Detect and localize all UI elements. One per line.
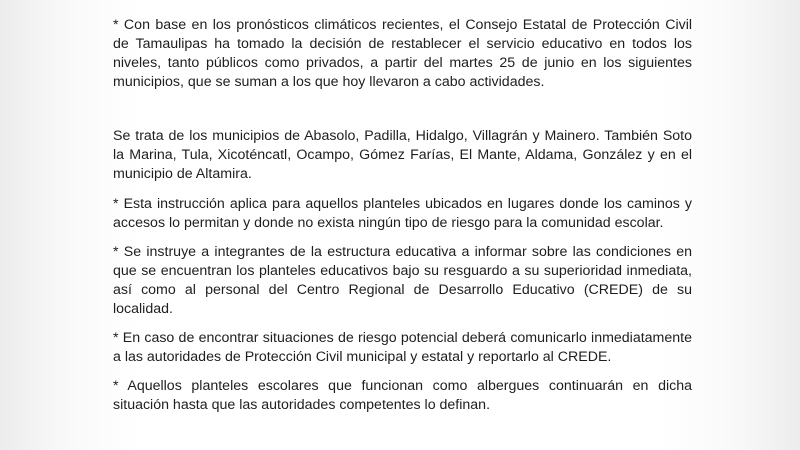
paragraph-instruccion-planteles: * Esta instrucción aplica para aquellos planteles ubicados en lugares donde los caminos y accesos lo permitan y donde no exista ningún tipo de riesgo para la comunidad escolar. — [113, 196, 692, 231]
paragraph-albergues: * Aquellos planteles escolares que funcionan como albergues continuarán en dicha situación hasta que las autoridades competentes lo definan. — [113, 378, 692, 413]
paragraph-informar-condiciones: * Se instruye a integrantes de la estructura educativa a informar sobre las condiciones en que se encuentran los planteles educativos bajo su resguardo a su superioridad inmediata, así como al personal del Centro Regional de Desarrollo Educativo (CREDE) de su localidad. — [113, 244, 692, 317]
paragraph-municipios: Se trata de los municipios de Abasolo, Padilla, Hidalgo, Villagrán y Mainero. También Soto la Marina, Tula, Xicoténcatl, Ocampo, Gómez Farías, El Mante, Aldama, González y en el municipio de Altamira. — [113, 128, 692, 182]
document-body — [113, 16, 692, 425]
paragraph-riesgo-potencial: * En caso de encontrar situaciones de riesgo potencial deberá comunicarlo inmediatamente a las autoridades de Protección Civil municipal y estatal y reportarlo al CREDE. — [113, 330, 692, 365]
paragraph-restablecimiento: * Con base en los pronósticos climáticos recientes, el Consejo Estatal de Protección Civil de Tamaulipas ha tomado la decisión de restablecer el servicio educativo en todos los niveles, tanto públicos como privados, a partir del martes 25 de junio en los siguientes municipios, que se suman a los que hoy llevaron a cabo actividades. — [113, 17, 692, 90]
